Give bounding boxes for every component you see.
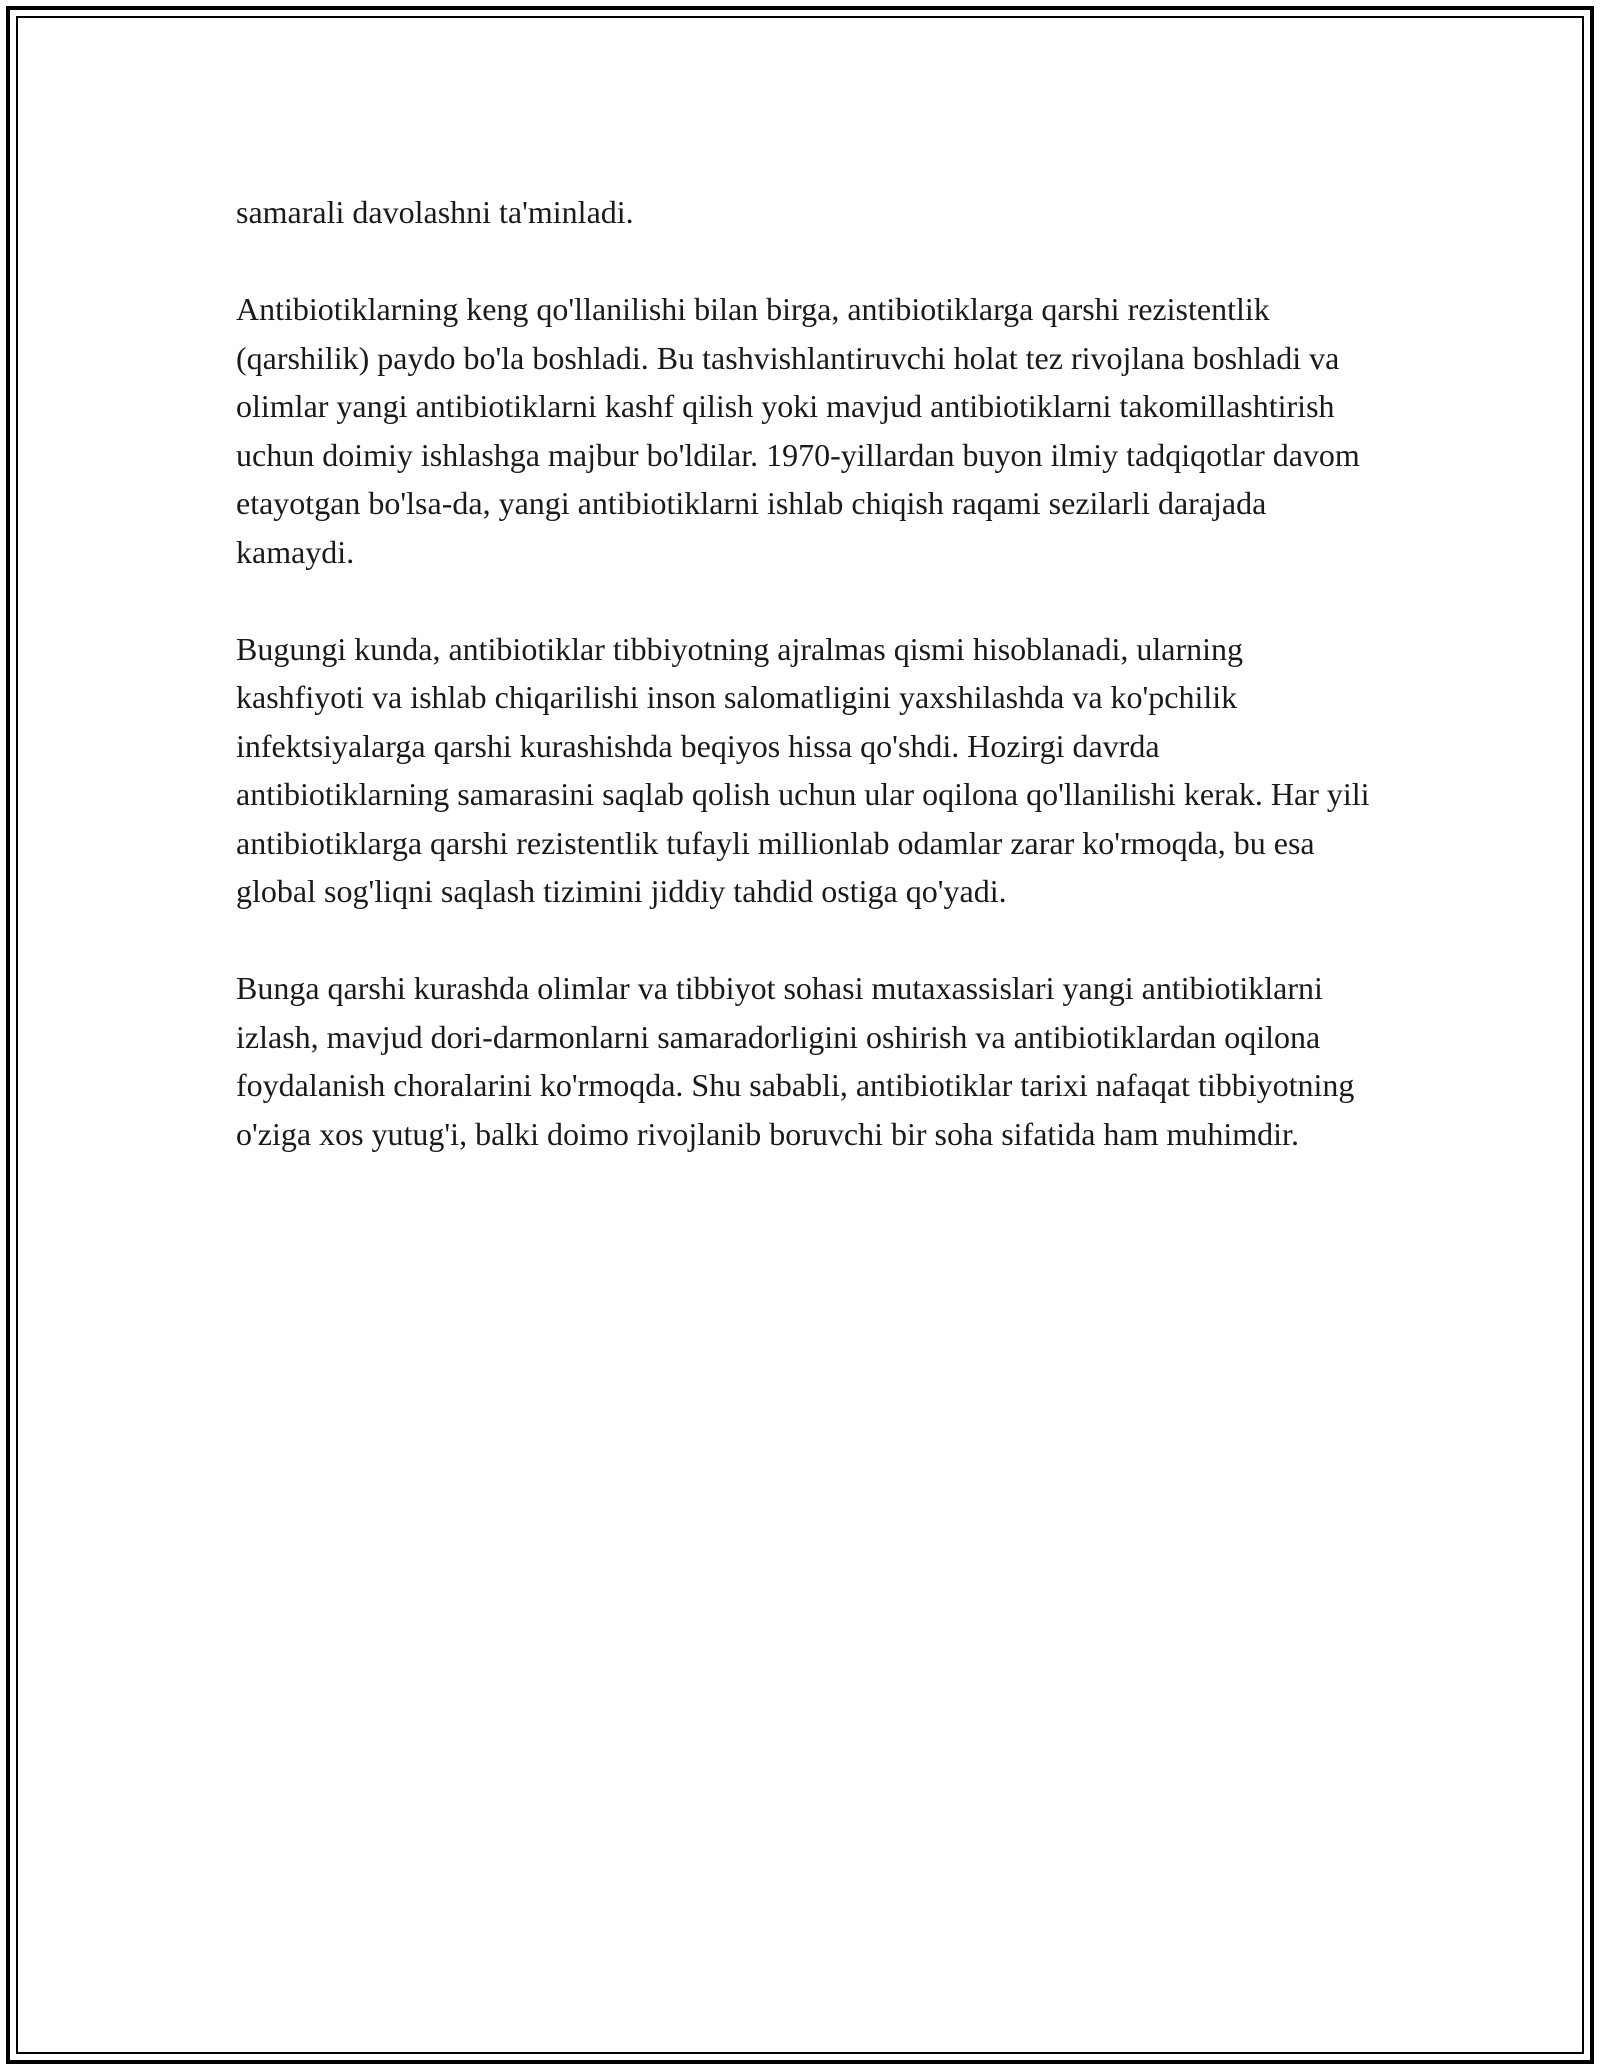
paragraph-today: Bugungi kunda, antibiotiklar tibbiyotning ajralmas qismi hisoblanadi, ularning kashfiyoti va ishlab chiqarilishi inson salomatligini yaxshilashda va ko'pchilik infektsiyalarga qarshi kurashishda beqiyos hissa qo'shdi. Hozirgi davrda antibiotiklarning samarasini saqlab qolish uchun ular oqilona qo'llanilishi kerak. Har yili antibiotiklarga qarshi rezistentlik tufayli millionlab odamlar zarar ko'rmoqda, bu esa global sog'liqni saqlash tizimini jiddiy tahdid ostiga qo'yadi. — [236, 630, 1370, 909]
paragraph-continuation: samarali davolashni ta'minladi. — [236, 194, 634, 230]
document-body — [236, 188, 1376, 1207]
paragraph-resistance: Antibiotiklarning keng qo'llanilishi bilan birga, antibiotiklarga qarshi rezistentlik (qarshilik) paydo bo'la boshladi. Bu tashvishlantiruvchi holat tez rivojlana boshladi va olimlar yangi antibiotiklarni kashf qilish yoki mavjud antibiotiklarni takomillashtirish uchun doimiy ishlashga majbur bo'ldilar. 1970-yillardan buyon ilmiy tadqiqotlar davom etayotgan bo'lsa-da, yangi antibiotiklarni ishlab chiqish raqami sezilarli darajada kamaydi. — [236, 291, 1360, 570]
paragraph-conclusion: Bunga qarshi kurashda olimlar va tibbiyot sohasi mutaxassislari yangi antibiotiklarni izlash, mavjud dori-darmonlarni samaradorligini oshirish va antibiotiklardan oqilona foydalanish choralarini ko'rmoqda. Shu sababli, antibiotiklar tarixi nafaqat tibbiyotning o'ziga xos yutug'i, balki doimo rivojlanib boruvchi bir soha sifatida ham muhimdir. — [236, 970, 1355, 1152]
